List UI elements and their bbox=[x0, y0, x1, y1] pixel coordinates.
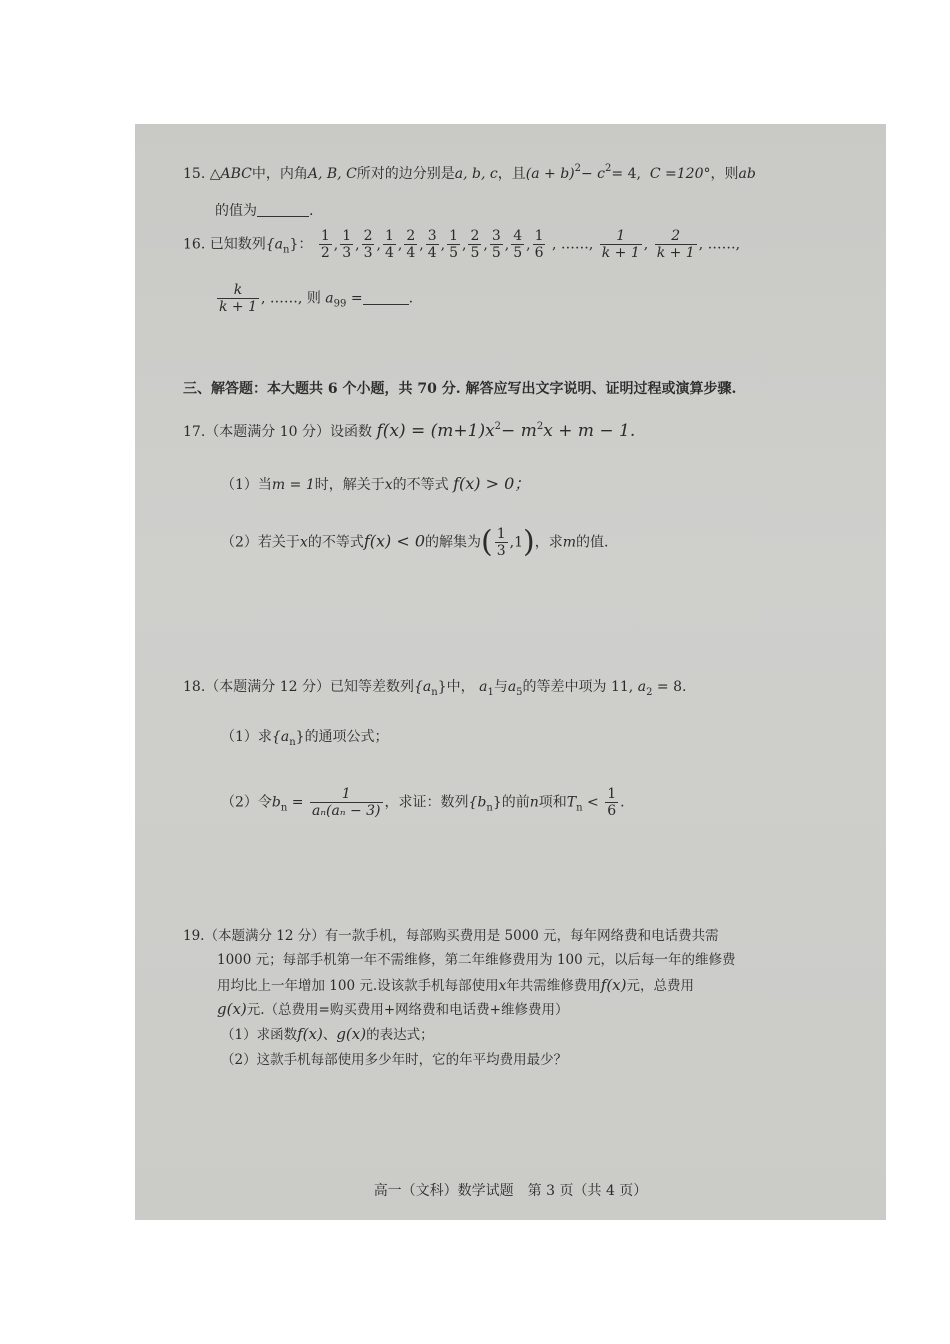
q19-line1: 19.（本题满分 12 分）有一款手机，每部购买费用是 5000 元，每年网络费和电话费共需 bbox=[183, 928, 719, 944]
q18-part2: （2）令$b_n$ = $\frac{1}{\text{aₙ(aₙ − 3)}}$ ，求证：数列$\{b_n\}$的前n项和$T_n$ < $\frac{1}{6}$ . bbox=[221, 786, 625, 820]
fraction: $\frac{2}{k + 1}$ bbox=[656, 228, 695, 262]
q16-line2: $\frac{k}{k + 1}$ , ……, 则 $a_{99}$ = . bbox=[219, 282, 414, 316]
sequence-term: $\frac{1}{6}$ bbox=[534, 228, 544, 262]
fraction: $\frac{1}{3}$ bbox=[496, 526, 506, 560]
q17-stem: 17.（本题满分 10 分）设函数 $f(x) = (m+1)x^2- m^2x + m - 1$. bbox=[183, 421, 636, 441]
sequence-term: $\frac{1}{5}$ bbox=[449, 228, 458, 262]
q19-line4: g(x)元.（总费用=购买费用+网络费和电话费+维修费用） bbox=[217, 1000, 569, 1018]
q19-part1: （1）求函数f(x)、g(x)的表达式； bbox=[221, 1025, 434, 1043]
sequence-fractions: $\frac{1}{2}$ , $\frac{1}{3}$ , $\frac{2}{3}$ , $\frac{1}{4}$ , $\frac{2}{4}$ , $\frac{3}{4}$ , $\frac{1}{5}$ , $\frac{2}{5}$ , $\frac{3}{5}$ , $\frac{4}{5}$ , $\frac{1}{6}$ bbox=[320, 228, 544, 262]
answer-blank[interactable] bbox=[257, 216, 309, 217]
sequence-term: $\frac{2}{5}$ bbox=[470, 228, 480, 262]
fraction: $\frac{1}{k + 1}$ bbox=[601, 228, 640, 262]
fraction: $\frac{1}{\text{aₙ(aₙ − 3)}}$ bbox=[311, 786, 381, 820]
sequence-term: $\frac{4}{5}$ bbox=[513, 228, 523, 262]
q17-part2: （2）若关于x的不等式f(x) < 0的解集为( $\frac{1}{3}$ ,1)，求m的值. bbox=[221, 524, 609, 560]
q19-part2: （2）这款手机每部使用多少年时，它的年平均费用最少？ bbox=[221, 1052, 568, 1068]
q19-line2: 1000 元；每部手机第一年不需维修，第二年维修费用为 100 元，以后每一年的维修费 bbox=[217, 952, 736, 968]
exam-page-photo bbox=[135, 124, 886, 1220]
q17-part1: （1）当m = 1时，解关于x的不等式 f(x) > 0； bbox=[221, 474, 531, 493]
fraction: $\frac{1}{6}$ bbox=[607, 786, 617, 820]
sequence-term: $\frac{1}{3}$ bbox=[342, 228, 352, 262]
q19-line3: 用均比上一年增加 100 元.设该款手机每部使用x年共需维修费用f(x)元，总费用 bbox=[217, 976, 694, 994]
sequence-term: $\frac{2}{4}$ bbox=[406, 228, 416, 262]
sequence-term: $\frac{1}{4}$ bbox=[384, 228, 394, 262]
q18-stem: 18.（本题满分 12 分）已知等差数列$\{a_n\}$中， $a_1$与$a_5$的等差中项为 11, $a_2 = 8$. bbox=[183, 679, 687, 698]
sequence-term: $\frac{2}{3}$ bbox=[363, 228, 373, 262]
fraction: $\frac{k}{k + 1}$ bbox=[219, 282, 258, 316]
answer-blank[interactable] bbox=[363, 304, 409, 305]
sequence-term: $\frac{1}{2}$ bbox=[320, 228, 330, 262]
page-footer: 高一（文科）数学试题 第 3 页（共 4 页） bbox=[373, 1183, 648, 1199]
sequence-term: $\frac{3}{4}$ bbox=[427, 228, 437, 262]
q15-line2: 的值为 . bbox=[215, 203, 314, 219]
q15-line1: 15. △ABC中，内角A, B, C所对的边分别是a, b, c，且$(a + b)^2- c^2= 4$, C =120°，则ab bbox=[183, 163, 756, 182]
section3-heading: 三、解答题：本大题共 6 个小题，共 70 分. 解答应写出文字说明、证明过程或演算步骤. bbox=[183, 381, 737, 397]
q18-part1: （1）求$\{a_n\}$的通项公式； bbox=[221, 729, 389, 748]
sequence-term: $\frac{3}{5}$ bbox=[491, 228, 501, 262]
q16-line1: 16. 已知数列$\{a_n\}$： $\frac{1}{2}$ , $\frac{1}{3}$ , $\frac{2}{3}$ , $\frac{1}{4}$ , $\frac{2}{4}$ , $\frac{3}{4}$ , $\frac{1}{5}$ , $\frac{2}{5}$ , $\frac{3}{5}$ , $\frac{4}{5}$ , $\frac{1}{6}$ , ……, $\frac{1}{k + 1}$ , $\frac{2}{k + 1}$ , ……, bbox=[183, 228, 741, 262]
